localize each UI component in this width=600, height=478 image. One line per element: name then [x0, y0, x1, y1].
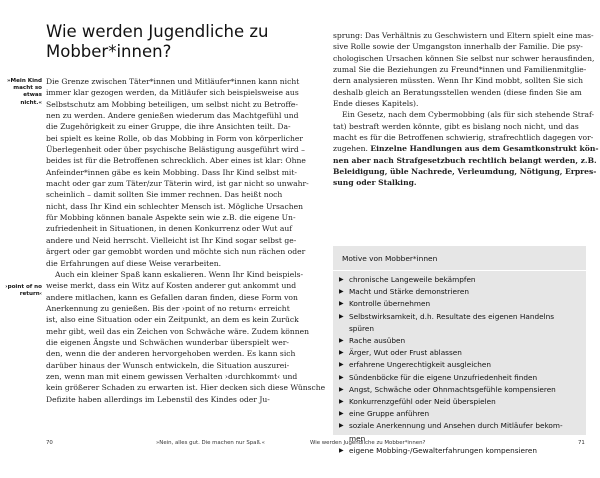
- text-line: zumal Sie die Beziehungen zu Freund*innen und Familienmitglie-: [333, 65, 587, 75]
- text-line: weise merkt, dass ein Witz auf Kosten anderer gut ankommt und: [46, 281, 297, 291]
- text-line: darüber hinaus der Wunsch entwickeln, die Situation auszurei-: [46, 360, 290, 370]
- motive-item-text: Sündenböcke für die eigene Unzufriedenheit finden: [349, 372, 538, 382]
- text-line: ärgert oder gar gemobbt worden und möchte sich nun rächen oder: [46, 247, 306, 257]
- text-line: sprung: Das Verhältnis zu Geschwistern und Eltern spielt eine mas-: [333, 31, 594, 40]
- margin-note-line: macht so: [13, 85, 42, 92]
- right-running-title: Wie werden Jugendliche zu Mobber*innen?: [310, 440, 426, 446]
- text-line: die Zugehörigkeit zu einer Gruppe, die ihre Ansichten teilt. Da-: [46, 122, 291, 132]
- motive-item-text: Selbstwirksamkeit, d.h. Resultate des eigenen Handelns: [349, 311, 555, 321]
- motives-list: [339, 274, 563, 457]
- triangle-right-icon: ▶: [339, 312, 344, 320]
- triangle-right-icon: ▶: [339, 385, 344, 393]
- text-line: chologischen Ursachen können Sie selbst nur schwer herausfinden,: [333, 53, 595, 63]
- motive-item: [339, 445, 563, 457]
- right-body-text: [333, 30, 599, 189]
- text-fragment-bold: Einzelne Handlungen aus dem Gesamtkonstrukt kön-: [370, 144, 599, 154]
- text-line: Beleidigung, üble Nachrede, Verleumdung, Nötigung, Erpres-: [333, 167, 597, 177]
- text-line: Auch ein kleiner Spaß kann eskalieren. Wenn Ihr Kind beispiels-: [55, 269, 304, 279]
- margin-note-line: return‹: [19, 291, 42, 298]
- motive-item-text: Kontrolle übernehmen: [349, 299, 431, 309]
- motive-item: [339, 323, 563, 335]
- triangle-right-icon: ▶: [339, 446, 344, 454]
- triangle-right-icon: ▶: [339, 300, 344, 308]
- text-line: Defizite haben allerdings im Lebenstil des Kindes oder Ju-: [46, 394, 270, 404]
- text-line: Überlegenheit oder über psychische Belästigung ausgeführt wird –: [46, 145, 305, 155]
- triangle-right-icon: ▶: [339, 349, 344, 357]
- text-line: nen aber nach Strafgesetzbuch rechtlich belangt werden, z.B.: [333, 155, 597, 165]
- motive-item-text: eine Gruppe anführen: [349, 409, 430, 419]
- left-body-text: [46, 76, 326, 405]
- triangle-right-icon: ▶: [339, 422, 344, 430]
- motive-item-text: men: [349, 433, 366, 443]
- heading-line-2: Mobber*innen?: [46, 42, 172, 61]
- text-line: tat) bestraft werden könnte, gibt es bislang noch nicht, und das: [333, 121, 579, 131]
- motive-item-text: chronische Langeweile bekämpfen: [349, 275, 476, 284]
- right-page-number: 71: [578, 440, 585, 446]
- margin-note-2: [4, 284, 42, 298]
- motive-item: [339, 420, 563, 432]
- text-line: Anerkennung zu genießen. Bis der ›point of no return‹ erreicht: [46, 303, 290, 313]
- heading-line-1: Wie werden Jugendliche zu: [46, 22, 269, 41]
- text-line: mehr gibt, weil das ein Zeichen von Schwäche wäre. Zudem können: [46, 326, 310, 336]
- text-line: macht oder gar zum Täter/zur Täterin wird, ist gar nicht so unwahr-: [46, 179, 309, 189]
- triangle-right-icon: ▶: [339, 337, 344, 345]
- text-line: zufriedenheit in Situationen, in denen Konkurrenz oder Wut auf: [46, 224, 293, 234]
- margin-note-line: etwas nicht.«: [20, 92, 42, 106]
- motive-item: [339, 408, 563, 420]
- text-line: sive Rolle sowie der Umgangston innerhalb der Familie. Die psy-: [333, 42, 583, 52]
- text-line: [333, 143, 599, 154]
- text-line: sung oder Stalking.: [333, 178, 417, 188]
- motive-item: [339, 347, 563, 359]
- text-line: kein größerer Schaden zu erwarten ist. Hier decken sich diese Wünsche: [46, 383, 326, 393]
- text-line: ist, also eine Situation oder ein Zeitpunkt, an dem es kein Zurück: [46, 315, 299, 325]
- motive-item: [339, 384, 563, 396]
- text-line: scheinlich – damit sollten Sie immer rechnen. Das heißt noch: [46, 190, 283, 200]
- motive-item: [339, 372, 563, 384]
- text-line: deshalb gleich an Beratungsstellen wenden (diese finden Sie am: [333, 87, 582, 97]
- text-line: für Mobbing können banale Aspekte sein wie z.B. die eigene Un-: [46, 213, 296, 223]
- text-line: nicht, dass Ihr Kind ein schlechter Mensch ist. Mögliche Ursachen: [46, 201, 303, 211]
- motive-item-text: Rache ausüben: [349, 336, 406, 346]
- motive-item-text: Ärger, Wut oder Frust ablassen: [349, 348, 462, 358]
- box-title: Motive von Mobber*innen: [342, 254, 438, 263]
- motive-item-text: Macht und Stärke demonstrieren: [349, 287, 469, 297]
- triangle-right-icon: ▶: [339, 361, 344, 369]
- text-line: die eigenen Ängste und Schwächen wunderbar überspielt wer-: [46, 337, 289, 347]
- text-line: andere und Neid herrscht. Vielleicht ist Ihr Kind sogar selbst ge-: [46, 235, 297, 245]
- margin-note-line: »Mein Kind: [6, 78, 42, 84]
- motive-item-text: Konkurrenzgefühl oder Neid überspielen: [349, 397, 496, 407]
- text-line: Ein Gesetz, nach dem Cybermobbing (als für sich stehende Straf-: [342, 110, 595, 120]
- text-line: andere mitlachen, kann es Gefallen daran finden, diese Form von: [46, 292, 298, 302]
- motive-item: [339, 298, 563, 310]
- motive-item: [339, 396, 563, 408]
- motive-item-text: erfahrene Ungerechtigkeit ausgleichen: [349, 360, 491, 370]
- left-running-title: »Nein, alles gut. Die machen nur Spaß.«: [156, 440, 265, 446]
- motive-item: [339, 274, 563, 286]
- triangle-right-icon: ▶: [339, 276, 344, 283]
- triangle-right-icon: ▶: [339, 398, 344, 406]
- text-line: Selbstschutz am Mobbing beteiligen, um selbst nicht zu Betroffe-: [46, 99, 298, 109]
- text-line: nen zu werden. Andere genießen wiederum das Machtgefühl und: [46, 111, 299, 121]
- right-page: [300, 0, 600, 478]
- text-line: den, wenn die der anderen hervorgehoben werden. Es kann sich: [46, 349, 296, 359]
- text-line: die Erfahrungen auf diese Weise verarbeiten.: [46, 258, 222, 268]
- chapter-heading: [46, 22, 286, 62]
- motive-item-text: soziale Anerkennung und Ansehen durch Mitläufer bekom-: [349, 421, 563, 431]
- text-line: Anfeinder*innen gäbe es kein Mobbing. Dass Ihr Kind selbst mit-: [46, 167, 297, 177]
- motive-item: [339, 335, 563, 347]
- text-line: zen, wenn man mit einem gewissen Verhalten ›durchkommt‹ und: [46, 371, 298, 381]
- text-fragment: zugehen.: [333, 144, 371, 154]
- text-line: Die Grenze zwischen Täter*innen und Mitläufer*innen kann nicht: [46, 77, 300, 86]
- left-page-number: 70: [46, 440, 53, 446]
- box-divider: [333, 270, 586, 271]
- triangle-right-icon: [339, 323, 349, 335]
- motive-item: [339, 359, 563, 371]
- motive-item-text: eigene Mobbing-/Gewalterfahrungen kompensieren: [349, 445, 537, 455]
- motive-item: [339, 311, 563, 323]
- margin-note-1: [4, 78, 42, 107]
- text-line: bei spielt es keine Rolle, ob das Mobbing in Form von körperlicher: [46, 133, 304, 143]
- motive-item-text: Angst, Schwäche oder Ohnmachtsgefühle kompensieren: [349, 384, 556, 394]
- triangle-right-icon: ▶: [339, 373, 344, 381]
- text-line: immer klar gezogen werden, da Mitläufer sich beispielsweise aus: [46, 88, 299, 98]
- triangle-right-icon: ▶: [339, 288, 344, 296]
- motive-item-text: spüren: [349, 323, 375, 333]
- text-line: beides ist für die Betroffenen schrecklich. Aber eines ist klar: Ohne: [46, 156, 306, 166]
- margin-note-line: ›point of no: [5, 284, 42, 290]
- text-line: Ende dieses Kapitels).: [333, 99, 419, 109]
- text-line: dern analysieren müssten. Wenn Ihr Kind mobbt, sollten Sie sich: [333, 76, 583, 86]
- motive-item: [339, 286, 563, 298]
- text-line: macht es für die Betroffenen schwierig, strafrechtlich dagegen vor-: [333, 133, 594, 143]
- triangle-right-icon: ▶: [339, 410, 344, 418]
